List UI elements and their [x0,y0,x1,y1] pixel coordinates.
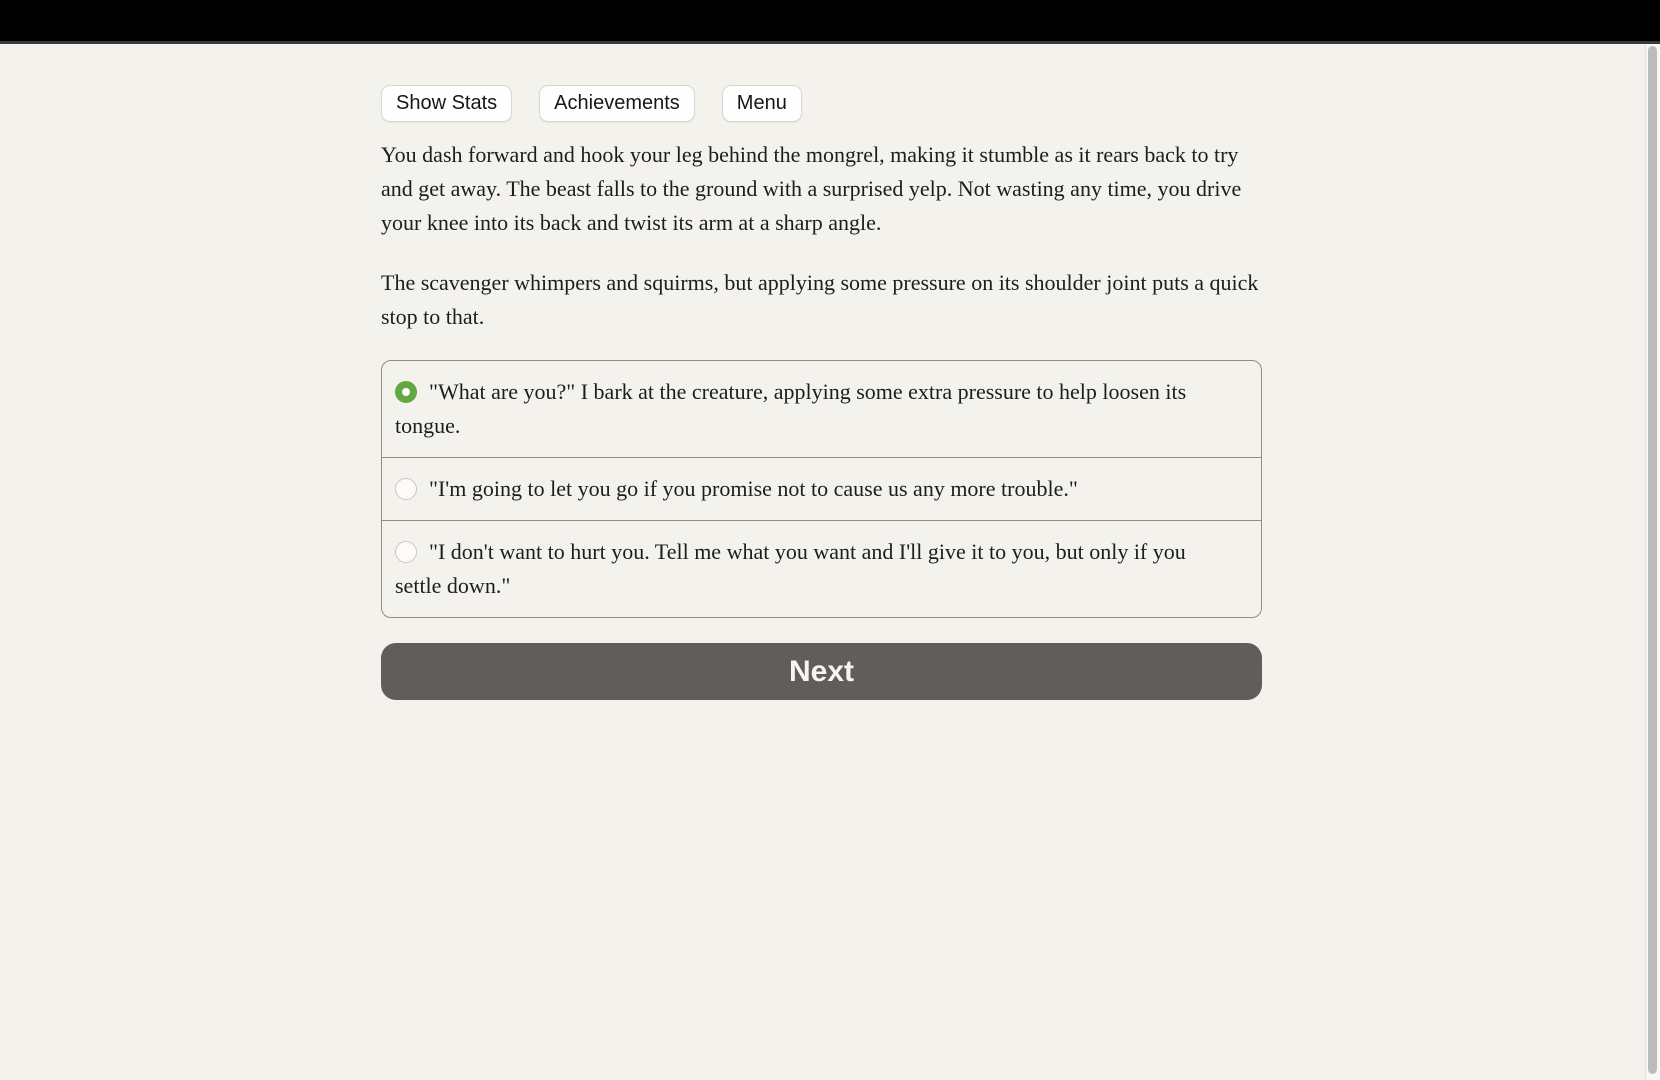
story-paragraph: The scavenger whimpers and squirms, but applying some pressure on its shoulder joint puts a quick stop to that. [381,270,1259,329]
toolbar [381,85,1262,122]
next-button[interactable]: Next [381,643,1262,700]
show-stats-button[interactable]: Show Stats [381,85,512,122]
story-text [381,138,1262,334]
achievements-button[interactable]: Achievements [539,85,695,122]
game-content [381,85,1262,700]
top-title-bar [0,0,1660,44]
menu-button[interactable]: Menu [722,85,802,122]
radio-button-icon[interactable] [395,478,417,500]
choice-option[interactable] [382,361,1261,458]
story-paragraph: You dash forward and hook your leg behind the mongrel, making it stumble as it rears back to try and get away. The beast falls to the ground with a surprised yelp. Not wasting any time, you drive your knee into its back and twist its arm at a sharp angle. [381,142,1242,235]
scrollbar-track[interactable] [1645,44,1660,1080]
radio-button-icon[interactable] [395,381,417,403]
choice-text: "I'm going to let you go if you promise not to cause us any more trouble." [429,476,1078,501]
choice-list [381,360,1262,618]
radio-button-icon[interactable] [395,541,417,563]
choice-text: "I don't want to hurt you. Tell me what you want and I'll give it to you, but only if you settle down." [395,539,1186,598]
choice-option[interactable] [382,458,1261,521]
choice-option[interactable] [382,521,1261,617]
choice-text: "What are you?" I bark at the creature, applying some extra pressure to help loosen its tongue. [395,379,1187,438]
scrollbar-thumb[interactable] [1648,46,1657,1074]
